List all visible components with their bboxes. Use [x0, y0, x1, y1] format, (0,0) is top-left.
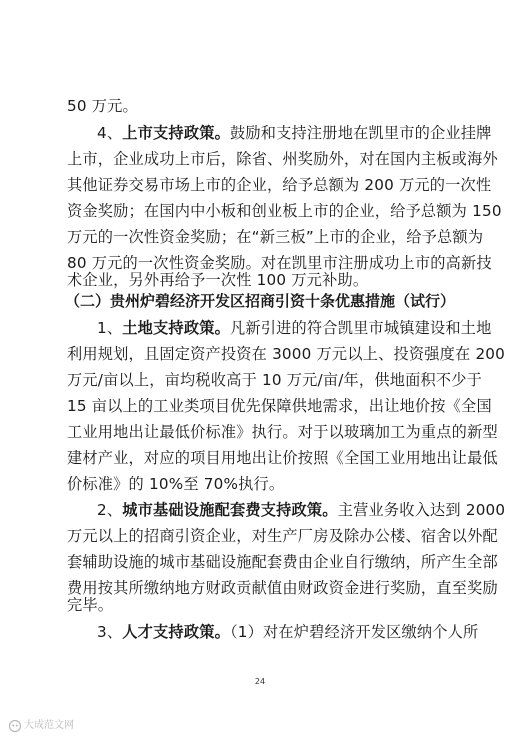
- bold-term: 人才支持政策。: [122, 623, 230, 641]
- watermark-text: 大成范文网: [24, 720, 74, 731]
- bold-term: 上市支持政策。: [122, 124, 230, 142]
- bold-term: 城市基础设施配套费支持政策。: [122, 501, 338, 519]
- text-line: 上市，企业成功上市后，除省、州奖励外，对在国内主板或海外: [67, 150, 498, 168]
- text-line: 完毕。: [67, 596, 114, 614]
- text-line: 工业用地出让最低价标准》执行。对于以玻璃加工为重点的新型: [67, 423, 498, 441]
- paragraph-1-first-line: 1、土地支持政策。凡新引进的符合凯里市城镇建设和土地: [97, 319, 492, 337]
- text-line: 价标准》的 10%至 70%执行。: [67, 475, 285, 493]
- text-line: 万元/亩以上，亩均税收高于 10 万元/亩/年，供地面积不少于: [67, 371, 483, 389]
- text-line: 资金奖励；在国内中小板和创业板上市的企业，给予总额为 150: [67, 202, 502, 220]
- text-line: 利用规划，且固定资产投资在 3000 万元以上、投资强度在 200: [67, 345, 506, 363]
- text-line: 术企业，另外再给予一次性 100 万元补助。: [67, 271, 369, 289]
- watermark-logo-icon: [8, 719, 22, 733]
- paragraph-2-first-line: 2、城市基础设施配套费支持政策。主营业务收入达到 2000: [97, 501, 506, 519]
- text-line: 80 万元的一次性资金奖励。对在凯里市注册成功上市的高新技: [67, 254, 492, 272]
- paragraph-4-first-line: 4、上市支持政策。鼓励和支持注册地在凯里市的企业挂牌: [97, 124, 492, 142]
- text-line: 费用按其所缴纳地方财政贡献值由财政资金进行奖励，直至奖励: [67, 579, 498, 597]
- page-number: 24: [254, 677, 266, 686]
- text-line: 建材产业，对应的项目用地出让价按照《全国工业用地出让最低: [67, 449, 498, 467]
- bold-term: 土地支持政策。: [122, 319, 230, 337]
- text-line: 万元以上的招商引资企业，对生产厂房及除办公楼、宿舍以外配: [67, 527, 498, 545]
- watermark: [8, 718, 74, 734]
- text-line: 50 万元。: [67, 97, 138, 115]
- text-line: 其他证券交易市场上市的企业，给予总额为 200 万元的一次性: [67, 176, 492, 194]
- text-line: 万元的一次性资金奖励；在“新三板”上市的企业，给予总额为: [67, 228, 484, 246]
- section-heading: （二）贵州炉碧经济开发区招商引资十条优惠措施（试行）: [64, 292, 455, 310]
- paragraph-3-first-line: 3、人才支持政策。（1）对在炉碧经济开发区缴纳个人所: [97, 623, 479, 641]
- text-line: 15 亩以上的工业类项目优先保障供地需求，出让地价按《全国: [67, 397, 492, 415]
- text-line: 套辅助设施的城市基础设施配套费由企业自行缴纳，所产生全部: [67, 553, 498, 571]
